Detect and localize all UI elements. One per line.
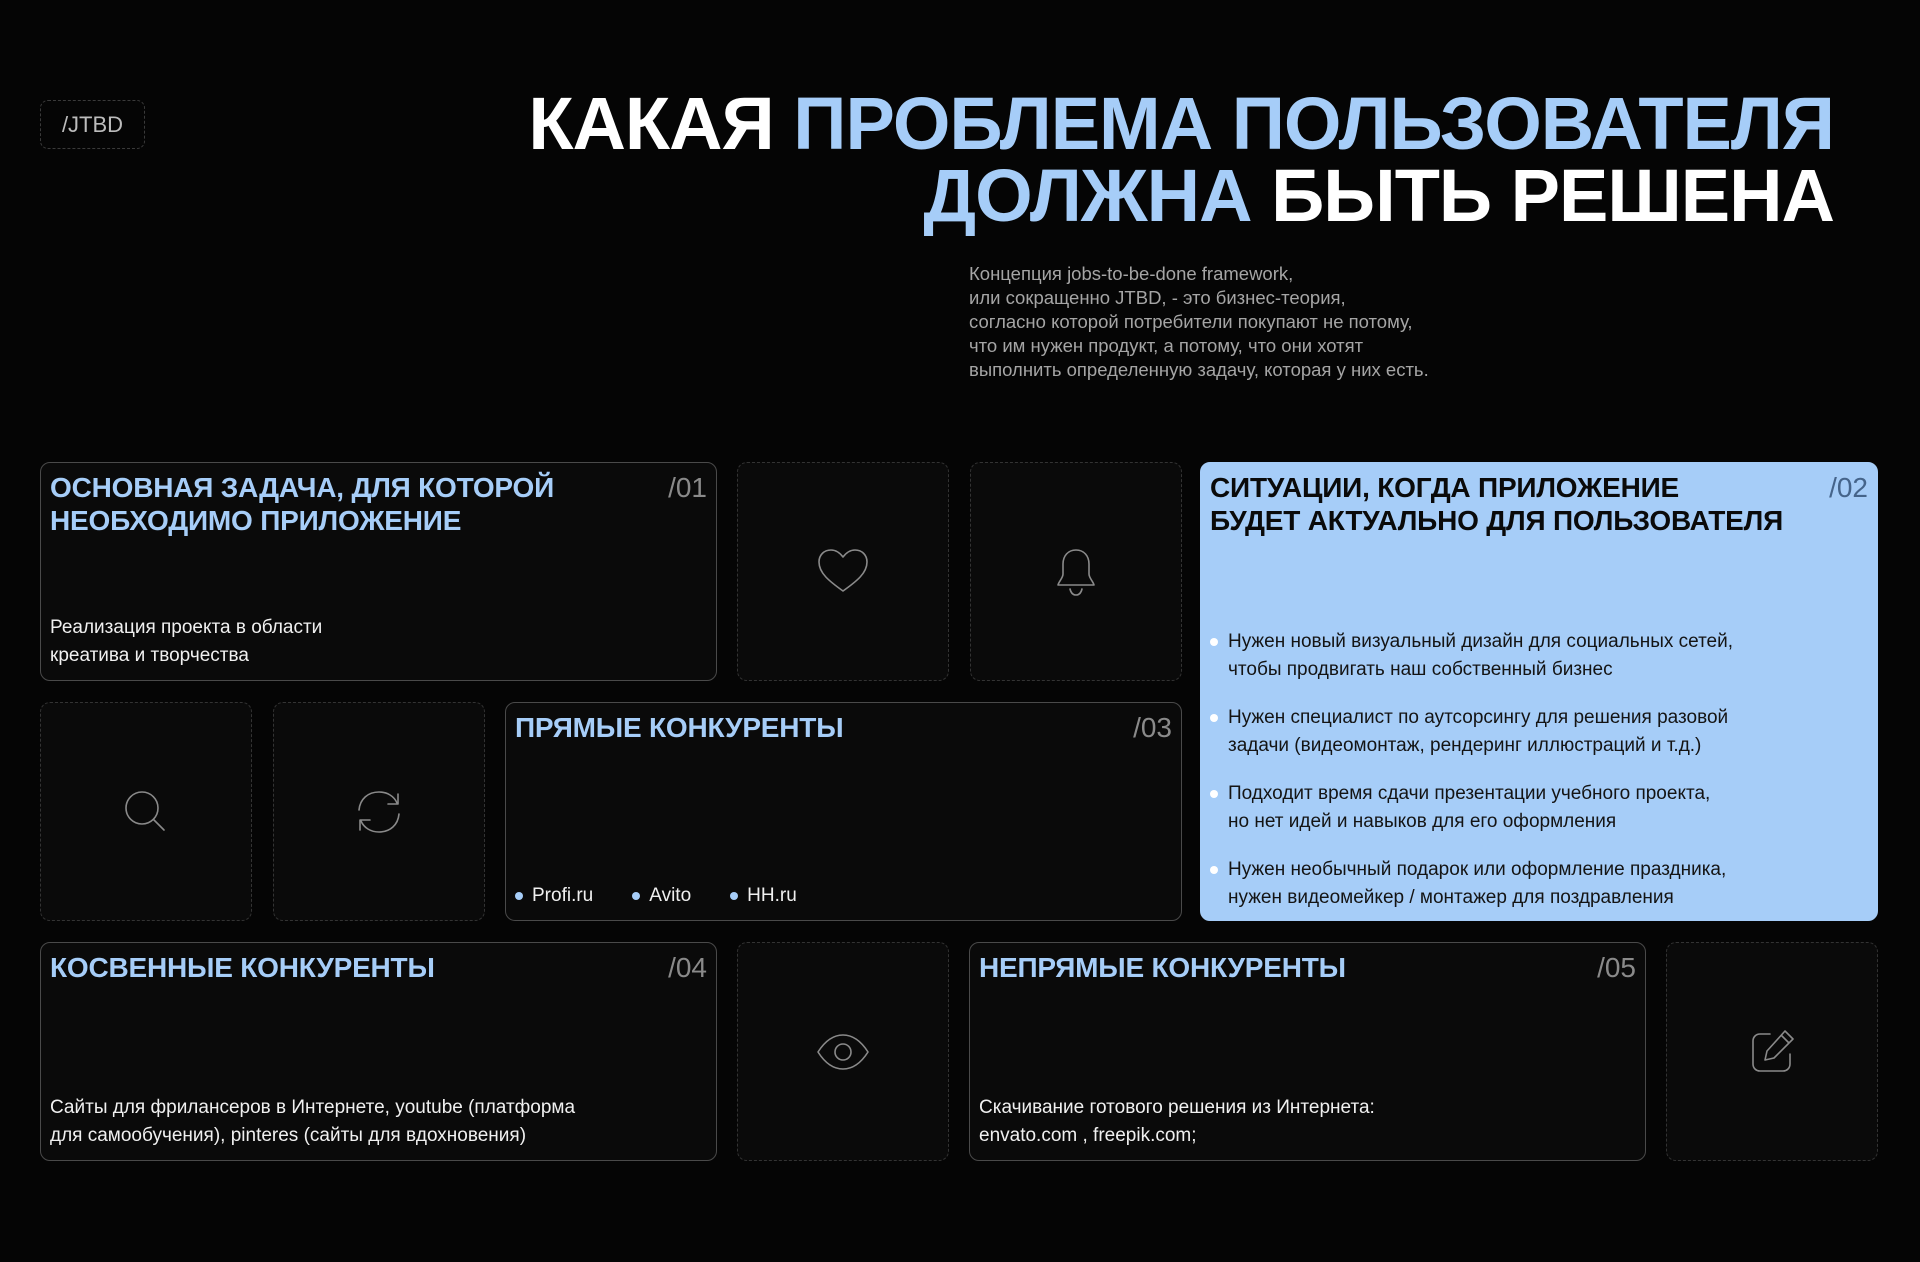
title-line-1 — [528, 82, 1834, 165]
title-word-blue: ДОЛЖНА — [923, 154, 1252, 237]
card-title — [1210, 471, 1783, 537]
card-number: /02 — [1829, 472, 1868, 503]
eye-icon — [815, 1024, 871, 1080]
card-number: /04 — [668, 952, 707, 983]
intro-text — [969, 262, 1489, 382]
list-item-line: нужен видеомейкер / монтажер для поздравления — [1228, 887, 1674, 908]
card-direct-competitors — [505, 702, 1182, 921]
list-item-line: Нужен специалист по аутсорсингу для решения разовой — [1228, 707, 1729, 728]
card-title — [979, 951, 1346, 984]
situations-list — [1210, 628, 1733, 912]
card-body-line: Скачивание готового решения из Интернета: — [979, 1097, 1375, 1118]
list-item: Profi.ru — [515, 882, 593, 910]
intro-line: или сокращенно JTBD, - это бизнес-теория, — [969, 287, 1346, 308]
intro-line: согласно которой потребители покупают не потому, — [969, 311, 1413, 332]
competitors-list — [515, 882, 797, 910]
list-item — [1210, 704, 1733, 760]
intro-line: что им нужен продукт, а потому, что они хотят — [969, 335, 1364, 356]
list-item — [1210, 628, 1733, 684]
title-word-blue: ПРОБЛЕМА ПОЛЬЗОВАТЕЛЯ — [793, 82, 1834, 165]
title-word-white: КАКАЯ — [528, 82, 774, 165]
list-item — [1210, 856, 1733, 912]
card-title — [50, 951, 435, 984]
tile-eye — [737, 942, 949, 1161]
card-body — [979, 1094, 1375, 1150]
list-item-line: Нужен новый визуальный дизайн для социальных сетей, — [1228, 631, 1734, 652]
card-number: /03 — [1133, 712, 1172, 743]
list-item: HH.ru — [730, 882, 797, 910]
list-item: Avito — [632, 882, 691, 910]
tile-search — [40, 702, 252, 921]
card-title — [515, 711, 843, 744]
title-line-2 — [528, 154, 1834, 237]
card-body-line: креатива и творчества — [50, 645, 249, 666]
edit-icon — [1744, 1024, 1800, 1080]
title-word-white: БЫТЬ РЕШЕНА — [1271, 154, 1834, 237]
list-item-line: Нужен необычный подарок или оформление праздника, — [1228, 859, 1727, 880]
section-tag: /JTBD — [40, 100, 145, 149]
bell-icon — [1048, 544, 1104, 600]
card-title-line: КОСВЕННЫЕ КОНКУРЕНТЫ — [50, 952, 435, 983]
card-body-line: envato.com , freepik.com; — [979, 1125, 1197, 1146]
tile-bell — [970, 462, 1182, 681]
intro-line: выполнить определенную задачу, которая у них есть. — [969, 359, 1429, 380]
card-title-line: ОСНОВНАЯ ЗАДАЧА, ДЛЯ КОТОРОЙ — [50, 472, 555, 503]
card-title-line: СИТУАЦИИ, КОГДА ПРИЛОЖЕНИЕ — [1210, 472, 1680, 503]
heart-icon — [815, 544, 871, 600]
card-body-line: Реализация проекта в области — [50, 617, 323, 638]
card-non-direct-competitors — [969, 942, 1646, 1161]
card-number: /05 — [1597, 952, 1636, 983]
card-main-task — [40, 462, 717, 681]
card-title-line: НЕПРЯМЫЕ КОНКУРЕНТЫ — [979, 952, 1346, 983]
list-item-line: чтобы продвигать наш собственный бизнес — [1228, 659, 1613, 680]
list-item-line: Подходит время сдачи презентации учебного проекта, — [1228, 783, 1711, 804]
card-title-line: НЕОБХОДИМО ПРИЛОЖЕНИЕ — [50, 505, 462, 536]
card-body-line: Сайты для фрилансеров в Интернете, youtube (платформа — [50, 1097, 576, 1118]
list-item-line: но нет идей и навыков для его оформления — [1228, 811, 1617, 832]
tile-edit — [1666, 942, 1878, 1161]
card-situations — [1200, 462, 1878, 921]
tile-refresh — [273, 702, 485, 921]
card-title — [50, 471, 554, 537]
tile-heart — [737, 462, 949, 681]
search-icon — [118, 784, 174, 840]
card-title-line: ПРЯМЫЕ КОНКУРЕНТЫ — [515, 712, 844, 743]
list-item-line: задачи (видеомонтаж, рендеринг иллюстраций и т.д.) — [1228, 735, 1702, 756]
card-title-line: БУДЕТ АКТУАЛЬНО ДЛЯ ПОЛЬЗОВАТЕЛЯ — [1210, 505, 1784, 536]
refresh-icon — [351, 784, 407, 840]
card-number: /01 — [668, 472, 707, 503]
list-item — [1210, 780, 1733, 836]
intro-line: Концепция jobs-to-be-done framework, — [969, 263, 1294, 284]
page-title — [528, 82, 1834, 237]
card-body-line: для самообучения), pinteres (сайты для вдохновения) — [50, 1125, 527, 1146]
card-indirect-competitors — [40, 942, 717, 1161]
card-body — [50, 614, 322, 670]
card-body — [50, 1094, 575, 1150]
